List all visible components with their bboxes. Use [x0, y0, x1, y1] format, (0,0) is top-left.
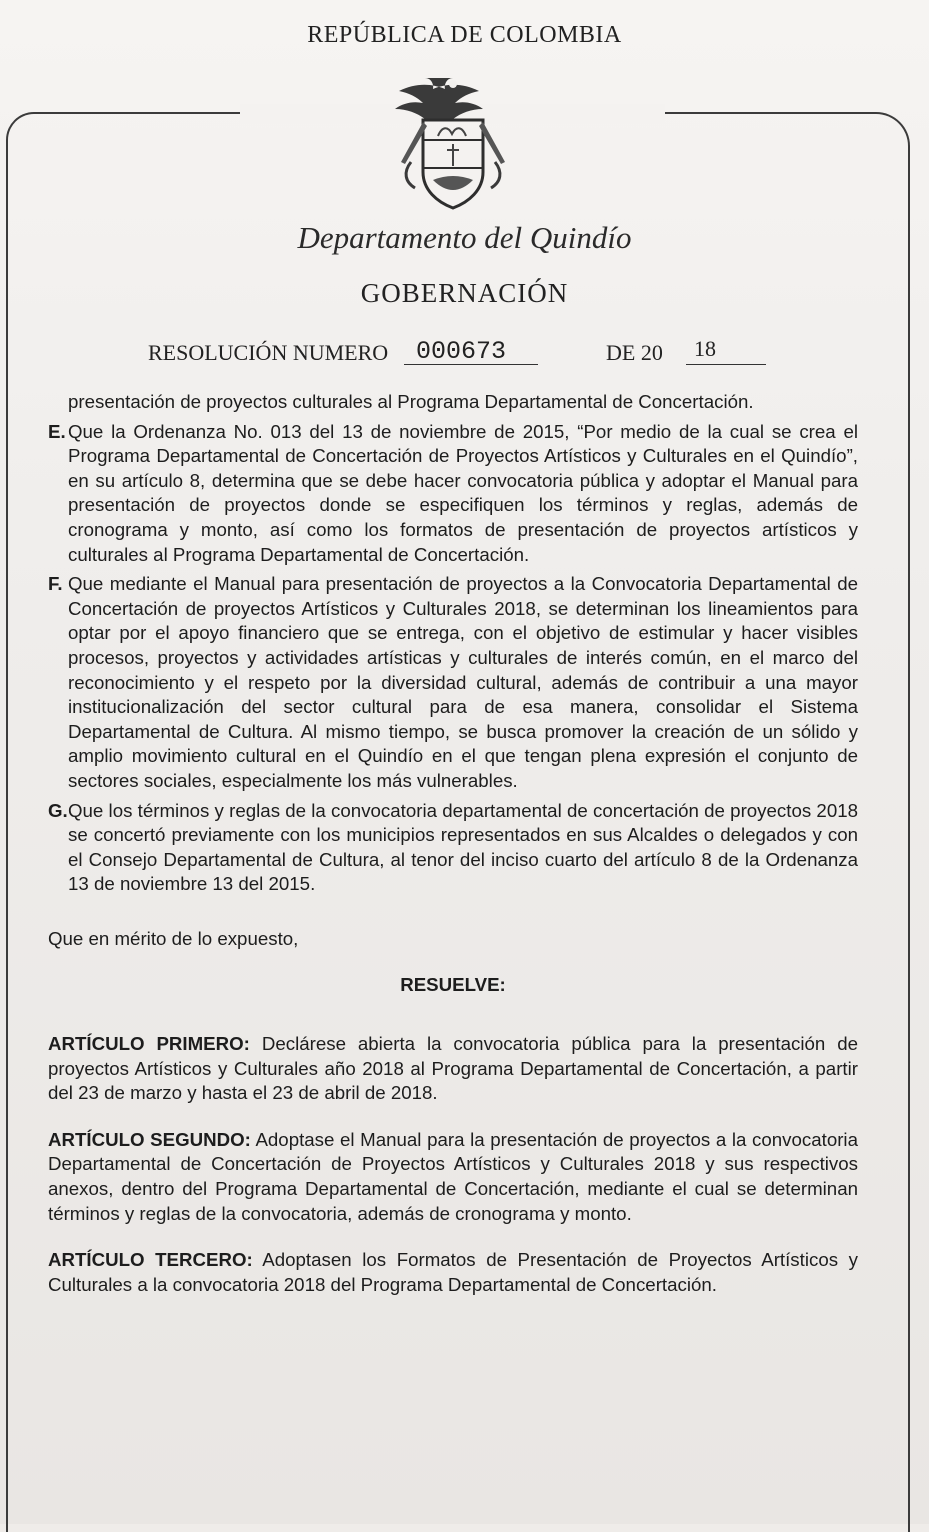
item-letter: G.	[48, 799, 68, 821]
resolution-label: RESOLUCIÓN NUMERO	[148, 340, 389, 365]
article-first	[48, 1032, 858, 1106]
item-text: Que los términos y reglas de la convocatoria departamental de concertación de proyectos 2018 se concertó previamente con los municipios representados en sus Alcaldes o delegados y con el Consejo Departamental de Cultura, al tenor del inciso cuarto del artículo 8 de la Ordenanza 13 de noviembre 13 del 2015.	[68, 799, 858, 895]
item-letter: F.	[48, 573, 63, 595]
article-third	[48, 1248, 858, 1297]
coat-of-arms-icon	[383, 70, 523, 220]
article-text: Adoptase el Manual para la presentación de proyectos a la convocatoria Departamental de Concertación de Proyectos Artísticos y Culturales 2018 y sus respectivos anexos, dentro del Programa Departamental de Concertación, mediante el cual se determinan términos y reglas de la convocatoria, además de cronograma y monto.	[48, 1128, 858, 1224]
article-title: ARTÍCULO SEGUNDO:	[48, 1128, 251, 1150]
considerando-item-e	[48, 420, 858, 568]
article-second	[48, 1128, 858, 1226]
considerando-item-f	[48, 572, 858, 793]
document-body	[48, 390, 858, 1297]
merit-text: Que en mérito de lo expuesto,	[48, 927, 299, 949]
item-text: Que mediante el Manual para presentación de proyectos a la Convocatoria Departamental de Concertación de proyectos Artísticos y Culturales 2018, se determinan los lineamientos para optar por el apoyo financiero que se entrega, con el objetivo de estimular y hacer visibles procesos, proyectos y actividades artísticas y culturales de interés común, en el marco del reconocimiento y el respeto por la diversidad cultural, además de contribuir a una mayor institucionalización del sector cultural para de esa manera, consolidar el Sistema Departamental de Cultura. Al mismo tiempo, se busca promover la creación de un sólido y amplio movimiento cultural en el Quindío en el que tengan plena expresión el conjunto de sectores sociales, especialmente los más vulnerables.	[68, 573, 858, 791]
considerando-item-g	[48, 799, 858, 897]
resolve-heading: RESUELVE:	[400, 974, 506, 996]
article-title: ARTÍCULO TERCERO:	[48, 1249, 253, 1271]
item-text: Que la Ordenanza No. 013 del 13 de noviembre de 2015, “Por medio de la cual se crea el Programa Departamental de Concertación de Proyectos Artísticos y Culturales en el Quindío”, en su artículo 8, determina que se debe hacer convocatoria pública y adoptar el Manual para presentación de proyectos donde se especifiquen los términos y reglas, además de cronograma y monto, así como los formatos de presentación de proyectos artísticos y culturales al Programa Departamental de Concertación.	[68, 420, 858, 565]
resolution-line	[148, 336, 788, 374]
article-text: Declárese abierta la convocatoria pública para la presentación de proyectos Artísticos y Culturales año 2018 al Programa Departamental de Concertación, a partir del 23 de marzo y hasta el 23 de abril de 2018.	[48, 1033, 858, 1104]
article-text: Adoptasen los Formatos de Presentación de Proyectos Artísticos y Culturales a la convocatoria 2018 del Programa Departamental de Concertación.	[48, 1249, 858, 1295]
year-suffix: 18	[694, 336, 716, 361]
year-label: DE 20	[606, 340, 663, 365]
department-name: Departamento del Quindío	[297, 220, 632, 255]
intro-paragraph: presentación de proyectos culturales al Programa Departamental de Concertación.	[68, 391, 754, 412]
article-title: ARTÍCULO PRIMERO:	[48, 1033, 250, 1055]
resolution-number: 000673	[416, 337, 507, 366]
entity-heading: GOBERNACIÓN	[360, 278, 569, 308]
item-letter: E.	[48, 420, 66, 442]
country-heading: REPÚBLICA DE COLOMBIA	[307, 22, 622, 48]
year-underline	[686, 364, 766, 365]
